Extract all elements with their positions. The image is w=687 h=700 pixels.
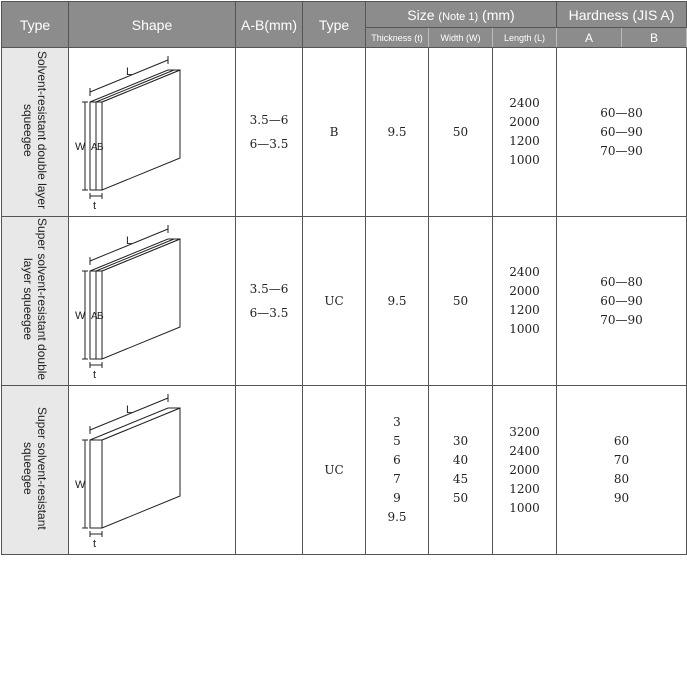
table-row [2, 217, 687, 386]
header-thickness: Thickness (t) [366, 28, 429, 48]
product-name-cell [2, 386, 69, 555]
length-value: 2000 [509, 115, 540, 129]
length-value: 2000 [509, 284, 540, 298]
width-cell: 50 [429, 217, 493, 386]
thickness-cell: 9.5 [366, 217, 429, 386]
type-cell: UC [303, 217, 366, 386]
ab-cell [236, 217, 303, 386]
diagram-label-w: W [74, 310, 85, 322]
type-cell: UC [303, 386, 366, 555]
width-value: 30 [452, 434, 469, 448]
diagram-label-b: B [96, 142, 104, 153]
diagram-label-w: W [74, 141, 85, 153]
thickness-value: 6 [393, 453, 401, 467]
squeegee-spec-table [1, 1, 687, 555]
thickness-value: 7 [393, 472, 401, 486]
length-value: 1000 [509, 500, 540, 515]
header-type-2: Type [303, 2, 366, 48]
table-row [2, 386, 687, 555]
ab-value: 6—3.5 [249, 137, 289, 151]
hardness-value: 90 [613, 491, 630, 505]
header-shape: Shape [69, 2, 236, 48]
hardness-value: 60—90 [600, 124, 643, 139]
diagram-label-a: A [90, 311, 98, 322]
diagram-label-l: L [125, 66, 132, 78]
width-value: 40 [452, 453, 469, 467]
product-name-cell [2, 217, 69, 386]
length-cell [493, 48, 557, 217]
diagram-label-a: A [90, 142, 98, 153]
width-cell [429, 386, 493, 555]
diagram-label-t: t [92, 369, 96, 381]
thickness-value: 9.5 [387, 510, 407, 524]
length-value: 1200 [509, 303, 540, 317]
shape-cell [69, 217, 236, 386]
hardness-cell [557, 217, 687, 386]
ab-value: 6—3.5 [249, 306, 289, 320]
header-size [366, 2, 557, 28]
hardness-cell [557, 48, 687, 217]
double-layer-squeegee-diagram [70, 48, 235, 213]
length-cell [493, 217, 557, 386]
diagram-label-l: L [125, 404, 132, 416]
length-value: 1000 [509, 322, 540, 336]
header-hardness-b: B [622, 28, 687, 48]
ab-cell [236, 386, 303, 555]
type-cell: B [303, 48, 366, 217]
length-cell [493, 386, 557, 555]
length-value: 1000 [509, 153, 540, 167]
shape-cell [69, 386, 236, 555]
header-size-label: Size [407, 6, 435, 23]
single-layer-squeegee-diagram [70, 386, 235, 551]
thickness-value: 9 [393, 491, 401, 505]
length-value: 3200 [509, 424, 540, 439]
header-hardness-a: A [557, 28, 622, 48]
ab-value: 3.5—6 [249, 282, 289, 296]
shape-cell [69, 48, 236, 217]
hardness-value: 80 [613, 472, 630, 486]
hardness-value: 70—90 [600, 312, 643, 327]
hardness-value: 60—80 [600, 274, 643, 289]
product-name: Super solvent-resistant double layer squeegee [21, 218, 49, 381]
diagram-label-t: t [92, 538, 96, 550]
hardness-cell [557, 386, 687, 555]
ab-value: 3.5—6 [249, 113, 289, 127]
thickness-value: 3 [393, 415, 401, 429]
header-type: Type [2, 2, 69, 48]
diagram-label-w: W [74, 479, 85, 491]
ab-cell [236, 48, 303, 217]
width-value: 50 [452, 491, 469, 505]
header-ab: A-B(mm) [236, 2, 303, 48]
product-name: Super solvent-resistant squeegee [21, 407, 49, 530]
width-cell: 50 [429, 48, 493, 217]
thickness-value: 5 [393, 434, 401, 448]
hardness-value: 60 [613, 434, 630, 448]
double-layer-squeegee-diagram [70, 217, 235, 382]
diagram-label-l: L [125, 235, 132, 247]
hardness-value: 70—90 [600, 143, 643, 158]
length-value: 2400 [509, 265, 540, 279]
header-size-note: (Note 1) [438, 10, 479, 23]
header-hardness: Hardness (JIS A) [557, 2, 687, 28]
thickness-cell [366, 386, 429, 555]
product-name: Solvent-resistant double layer squeegee [21, 51, 49, 210]
diagram-label-t: t [92, 200, 96, 212]
length-value: 1200 [509, 481, 540, 496]
length-value: 2000 [509, 462, 540, 477]
width-value: 45 [452, 472, 469, 486]
hardness-value: 60—90 [600, 293, 643, 308]
length-value: 2400 [509, 96, 540, 110]
header-size-unit: (mm) [482, 6, 515, 23]
diagram-label-b: B [96, 311, 104, 322]
header-width: Width (W) [429, 28, 493, 48]
thickness-cell: 9.5 [366, 48, 429, 217]
length-value: 2400 [509, 443, 540, 458]
product-name-cell [2, 48, 69, 217]
table-row [2, 48, 687, 217]
header-length: Length (L) [493, 28, 557, 48]
length-value: 1200 [509, 134, 540, 148]
hardness-value: 70 [613, 453, 630, 467]
hardness-value: 60—80 [600, 105, 643, 120]
